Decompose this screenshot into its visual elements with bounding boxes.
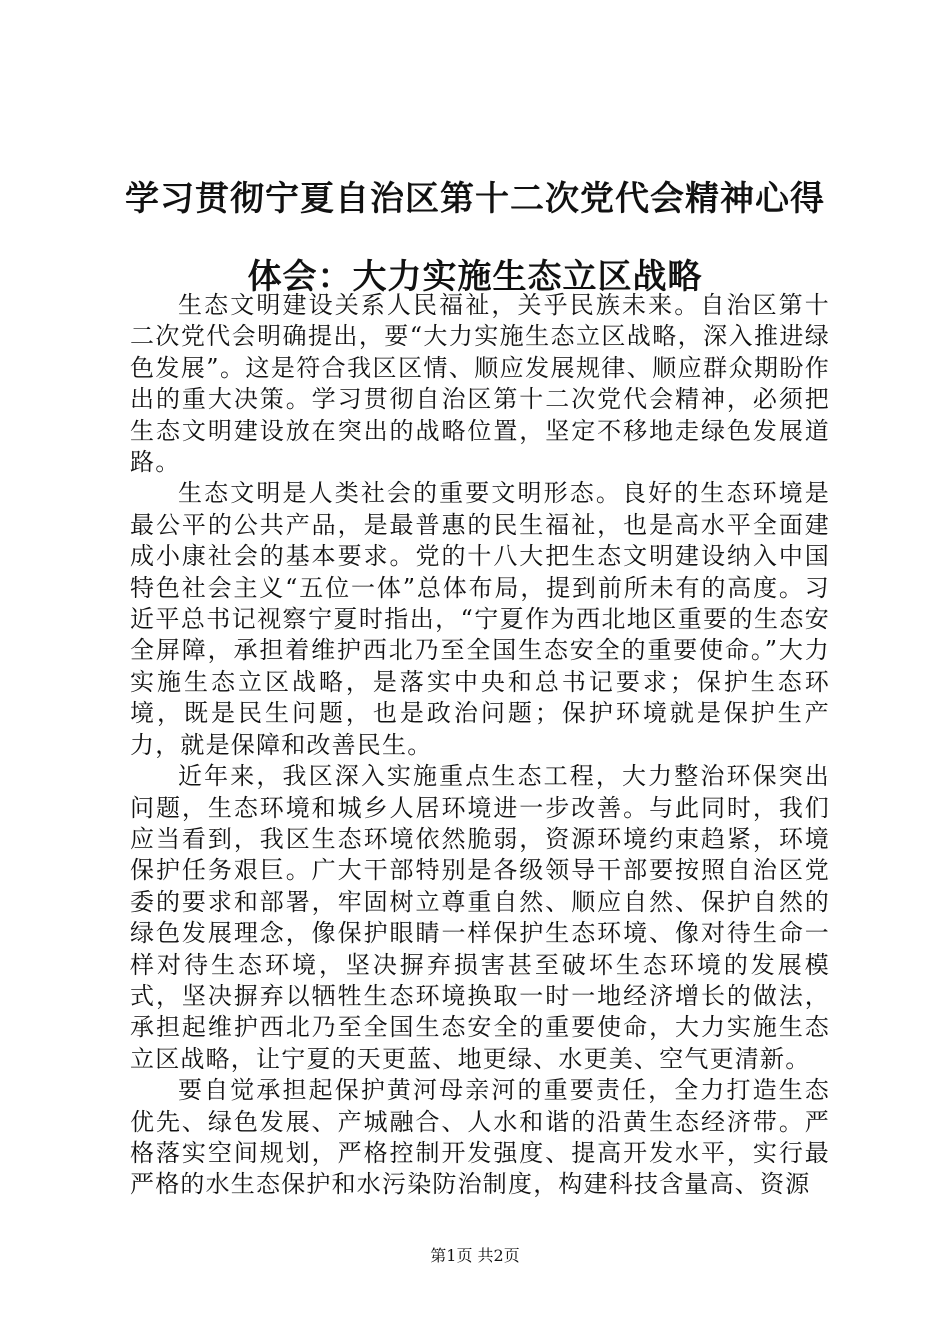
page-footer: 第1页 共2页 [430, 1246, 520, 1265]
title-line-1: 学习贯彻宁夏自治区第十二次党代会精神心得 [125, 179, 825, 219]
paragraph-1: 生态文明建设关系人民福祉，关乎民族未来。自治区第十二次党代会明确提出，要“大力实施生态立区战略，深入推进绿色发展”。这是符合我区区情、顺应发展规律、顺应群众期盼作出的重大决策。学习贯彻自治区第十二次党代会精神，必须把生态文明建设放在突出的战略位置，坚定不移地走绿色发展道路。 [130, 291, 830, 477]
paragraph-3: 近年来，我区深入实施重点生态工程，大力整治环保突出问题，生态环境和城乡人居环境进一步改善。与此同时，我们应当看到，我区生态环境依然脆弱，资源环境约束趋紧，环境保护任务艰巨。广大干部特别是各级领导干部要按照自治区党委的要求和部署，牢固树立尊重自然、顺应自然、保护自然的绿色发展理念，像保护眼睛一样保护生态环境、像对待生命一样对待生态环境，坚决摒弃损害甚至破坏生态环境的发展模式，坚决摒弃以牺牲生态环境换取一时一地经济增长的做法，承担起维护西北乃至全国生态安全的重要使命，大力实施生态立区战略，让宁夏的天更蓝、地更绿、水更美、空气更清新。 [130, 762, 830, 1073]
title-line-2: 体会：大力实施生态立区战略 [247, 257, 703, 297]
document-body [130, 290, 830, 1201]
paragraph-4: 要自觉承担起保护黄河母亲河的重要责任，全力打造生态优先、绿色发展、产城融合、人水和谐的沿黄生态经济带。严格落实空间规划，严格控制开发强度、提高开发水平，实行最严格的水生态保护和水污染防治制度，构建科技含量高、资源 [130, 1076, 830, 1199]
paragraph-2: 生态文明是人类社会的重要文明形态。良好的生态环境是最公平的公共产品，是最普惠的民生福祉，也是高水平全面建成小康社会的基本要求。党的十八大把生态文明建设纳入中国特色社会主义“五位一体”总体布局，提到前所未有的高度。习近平总书记视察宁夏时指出，“宁夏作为西北地区重要的生态安全屏障，承担着维护西北乃至全国生态安全的重要使命。”大力实施生态立区战略，是落实中央和总书记要求；保护生态环境，既是民生问题，也是政治问题；保护环境就是保护生产力，就是保障和改善民生。 [130, 479, 830, 759]
